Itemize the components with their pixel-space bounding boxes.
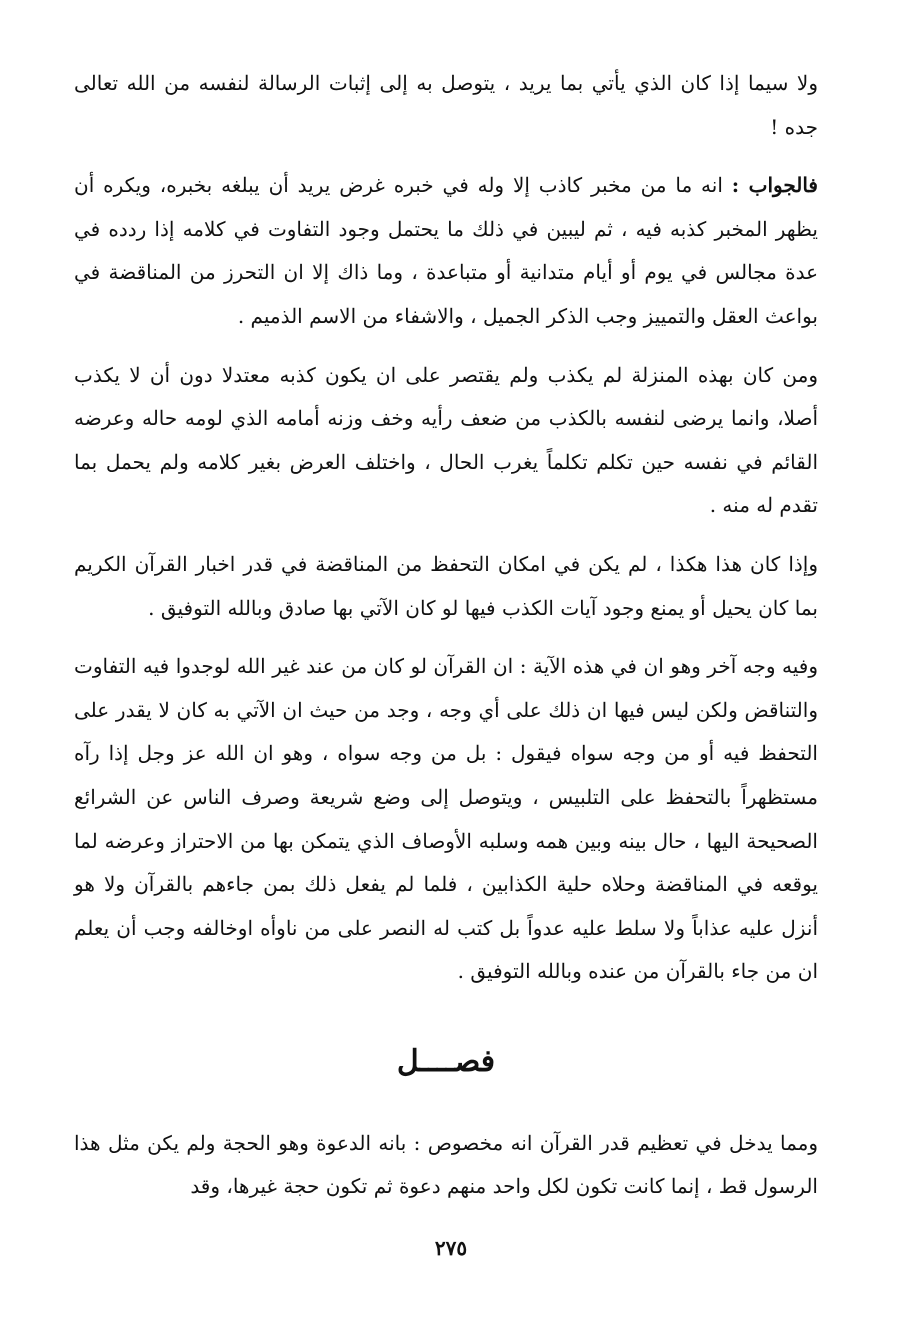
paragraph-2-text: انه ما من مخبر كاذب إلا وله في خبره غرض يريد أن يبلغه بخبره، ويكره أن يظهر المخبر كذبه فيه ، ثم ليبين في ذلك ما يحتمل وجود التفاوت في كلامه إذا ردده في عدة مجالس في يوم أو أيام متدانية أو متباعدة ، وما ذاك إلا ان التحرز من المناقضة في بواعث العقل والتمييز وجب الذكر الجميل ، والاشفاء من الاسم الذميم . xyxy=(74,173,818,328)
paragraph-4: وإذا كان هذا هكذا ، لم يكن في امكان التحفظ من المناقضة في قدر اخبار القرآن الكريم بما كان يحيل أو يمنع وجود آيات الكذب فيها لو كان الآتي بها صادق وبالله التوفيق . xyxy=(74,551,818,620)
paragraph-6: ومما يدخل في تعظيم قدر القرآن انه مخصوص : بانه الدعوة وهو الحجة ولم يكن مثل هذا الرسول قط ، إنما كانت تكون لكل واحد منهم دعوة ثم تكون حجة غيرها، وقد xyxy=(74,1130,818,1199)
page-number: ٢٧٥ xyxy=(434,1236,468,1260)
page-body xyxy=(74,62,818,1209)
paragraph-2 xyxy=(74,164,818,338)
paragraph-1: ولا سيما إذا كان الذي يأتي بما يريد ، يتوصل به إلى إثبات الرسالة لنفسه من الله تعالى جده ! xyxy=(74,71,819,139)
section-heading: فصــــل xyxy=(396,1043,496,1079)
answer-lead-word: فالجواب : xyxy=(731,173,818,198)
paragraph-3: ومن كان بهذه المنزلة لم يكذب ولم يقتصر على ان يكون كذبه معتدلا دون أن لا يكذب أصلا، وانما يرضى لنفسه بالكذب من ضعف رأيه وخف وزنه أمامه الذي لومه حاله وعرضه القائم في نفسه حين تكلم تكلماً يغرب الحال ، واختلف العرض بغير كلامه ولم يحمل بما تقدم له منه . xyxy=(74,362,818,518)
paragraph-5: وفيه وجه آخر وهو ان في هذه الآية : ان القرآن لو كان من عند غير الله لوجدوا فيه التفاوت والتناقض ولكن ليس فيها ان ذلك على أي وجه ، وجد من حيث ان الآتي به كان لا يقدر على التحفظ فيه أو من وجه سواه فيقول : بل من وجه سواه ، وهو ان الله عز وجل إذا رآه مستظهراً بالتحفظ على التلبيس ، ويتوصل إلى وضع شريعة وصرف الناس عن الشرائع الصحيحة اليها ، حال بينه وبين همه وسلبه الأوصاف الذي يتمكن بها من الاحتراز وعرضه لما يوقعه في المناقضة وحلاه حلية الكذابين ، فلما لم يفعل ذلك بمن جاءهم بالقرآن ولا هو أنزل عليه عذاباً ولا سلط عليه عدواً بل كتب له النصر على من ناوأه اوخالفه وجب أن يعلم ان من جاء بالقرآن من عنده وبالله التوفيق . xyxy=(74,654,818,984)
